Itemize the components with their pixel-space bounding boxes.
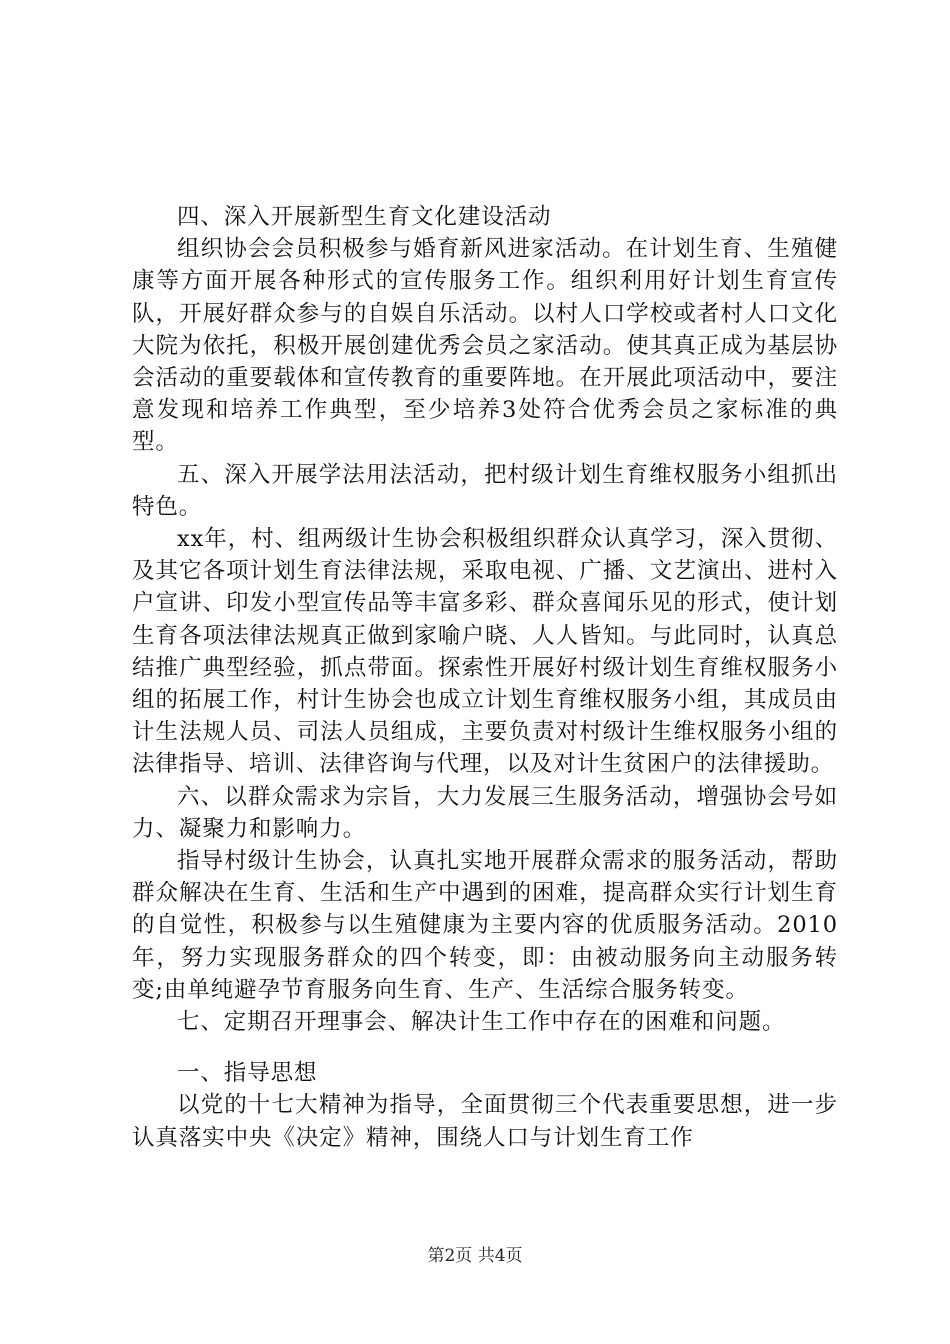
- heading-section-6: 六、以群众需求为宗旨，大力发展三生服务活动，增强协会号如力、凝聚力和影响力。: [132, 783, 838, 842]
- paragraph: 指导村级计生协会，认真扎实地开展群众需求的服务活动，帮助群众解决在生育、生活和生产中遇到的困难，提高群众实行计划生育的自觉性，积极参与以生殖健康为主要内容的优质服务活动。2010年，努力实现服务群众的四个转变，即：由被动服务向主动服务转变;由单纯避孕节育服务向生育、生产、生活综合服务转变。: [132, 848, 838, 1003]
- page-number-footer: 第2页 共4页: [427, 1246, 523, 1266]
- paragraph: 组织协会会员积极参与婚育新风进家活动。在计划生育、生殖健康等方面开展各种形式的宣传服务工作。组织利用好计划生育宣传队，开展好群众参与的自娱自乐活动。以村人口学校或者村人口文化大院为依托，积极开展创建优秀会员之家活动。使其真正成为基层协会活动的重要载体和宣传教育的重要阵地。在开展此项活动中，要注意发现和培养工作典型，至少培养3处符合优秀会员之家标准的典型。: [132, 236, 838, 456]
- paragraph: 以党的十七大精神为指导，全面贯彻三个代表重要思想，进一步认真落实中央《决定》精神，围绕人口与计划生育工作: [132, 1092, 838, 1151]
- heading-section-4: 四、深入开展新型生育文化建设活动: [177, 204, 552, 230]
- heading-section-7: 七、定期召开理事会、解决计生工作中存在的困难和问题。: [177, 1009, 786, 1036]
- document-body: [132, 201, 838, 1154]
- paragraph-gap: [132, 1038, 838, 1057]
- paragraph: xx年，村、组两级计生协会积极组织群众认真学习，深入贯彻、及其它各项计划生育法律法规，采取电视、广播、文艺演出、进村入户宣讲、印发小型宣传品等丰富多彩、群众喜闻乐见的形式，使计划生育各项法律法规真正做到家喻户晓、人人皆知。与此同时，认真总结推广典型经验，抓点带面。探索性开展好村级计划生育维权服务小组的拓展工作，村计生协会也成立计划生育维权服务小组，其成员由计生法规人员、司法人员组成，主要负责对村级计生维权服务小组的法律指导、培训、法律咨询与代理，以及对计生贫困户的法律援助。: [132, 526, 838, 778]
- heading-guiding-ideology: 一、指导思想: [177, 1060, 318, 1087]
- heading-section-5: 五、深入开展学法用法活动，把村级计划生育维权服务小组抓出特色。: [132, 461, 838, 520]
